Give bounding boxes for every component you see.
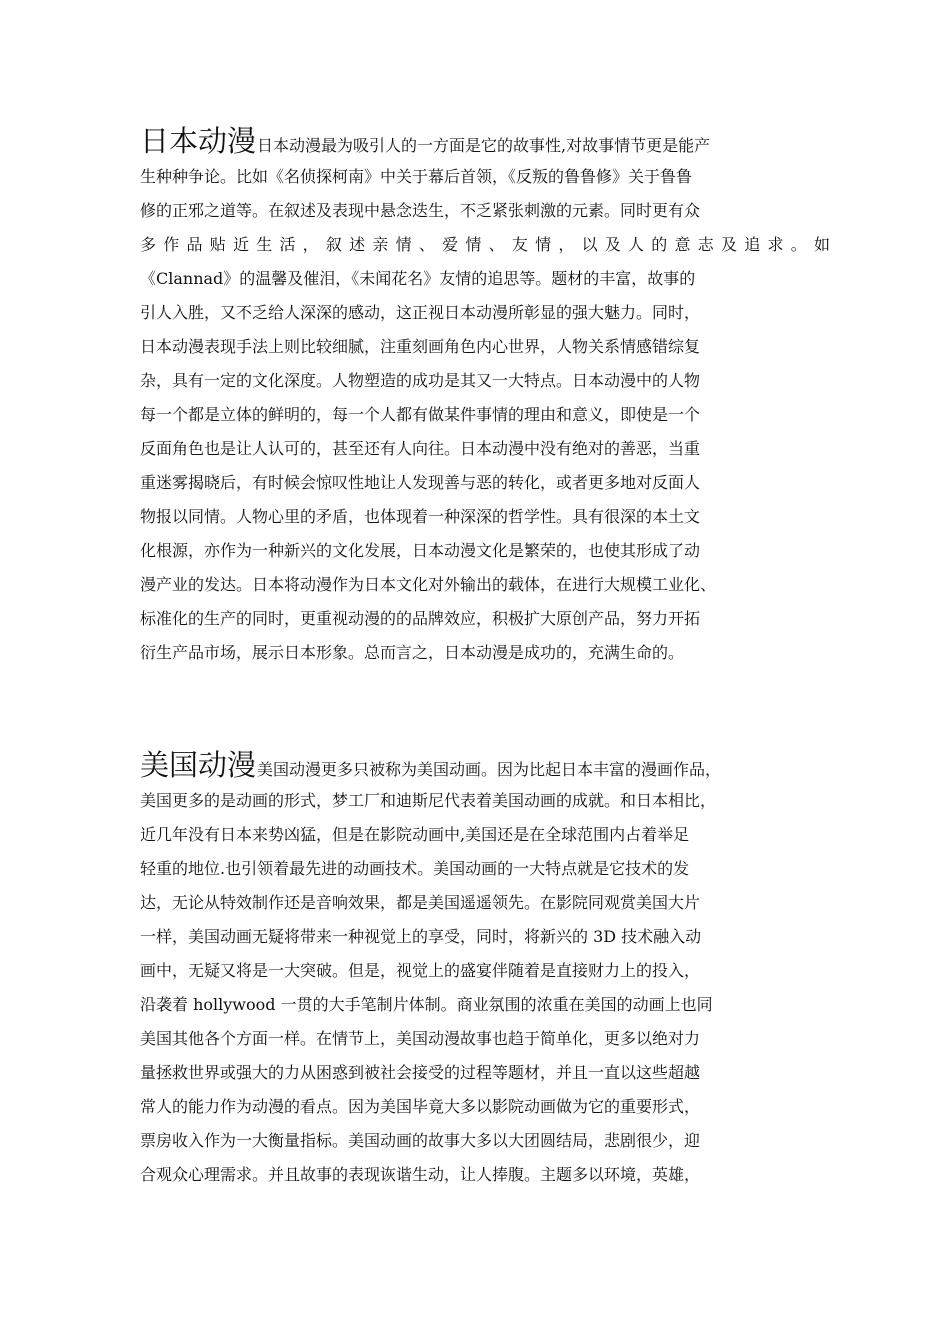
paragraph-line: 轻重的地位.也引领着最先进的动画技术。美国动画的一大特点就是它技术的发 xyxy=(140,859,690,878)
paragraph-line: 多作品贴近生活，叙述亲情、爱情、友情，以及人的意志及追求。如 xyxy=(140,235,830,254)
paragraph-line: 生种种争论。比如《名侦探柯南》中关于幕后首领，《反叛的鲁鲁修》关于鲁鲁 xyxy=(140,167,693,186)
section-japanese-anime xyxy=(140,122,830,670)
paragraph-line: 反面角色也是让人认可的，甚至还有人向往。日本动漫中没有绝对的善恶，当重 xyxy=(140,439,701,458)
section-heading: 日本动漫 xyxy=(140,124,257,158)
paragraph-line: 《Clannad》的温馨及催泪，《未闻花名》友情的追思等。题材的丰富，故事的 xyxy=(140,269,696,288)
paragraph-text: 日本动漫最为吸引人的一方面是它的故事性,对故事情节更是能产 xyxy=(257,136,711,155)
paragraph-line: 美国其他各个方面一样。在情节上，美国动漫故事也趋于简单化，更多以绝对力 xyxy=(140,1029,701,1048)
paragraph-line: 每一个都是立体的鲜明的，每一个人都有做某件事情的理由和意义，即使是一个 xyxy=(140,405,701,424)
paragraph-line: 票房收入作为一大衡量指标。美国动画的故事大多以大团圆结局，悲剧很少，迎 xyxy=(140,1131,701,1150)
paragraph-line xyxy=(140,122,830,160)
paragraph-line: 漫产业的发达。日本将动漫作为日本文化对外输出的载体，在进行大规模工业化、 xyxy=(140,575,717,594)
paragraph-line xyxy=(140,746,820,784)
paragraph-line: 修的正邪之道等。在叙述及表现中悬念迭生，不乏紧张刺激的元素。同时更有众 xyxy=(140,201,701,220)
paragraph-line: 化根源，亦作为一种新兴的文化发展，日本动漫文化是繁荣的，也使其形成了动 xyxy=(140,541,701,560)
paragraph-line: 沿袭着 hollywood 一贯的大手笔制片体制。商业氛围的浓重在美国的动画上也同 xyxy=(140,995,713,1014)
paragraph-line: 画中，无疑又将是一大突破。但是，视觉上的盛宴伴随着是直接财力上的投入， xyxy=(140,961,701,980)
paragraph-line: 标准化的生产的同时，更重视动漫的的品牌效应，积极扩大原创产品，努力开拓 xyxy=(140,609,701,628)
paragraph-line: 近几年没有日本来势凶猛，但是在影院动画中,美国还是在全球范围内占着举足 xyxy=(140,825,690,844)
paragraph-text: 美国动漫更多只被称为美国动画。因为比起日本丰富的漫画作品， xyxy=(257,760,722,779)
paragraph-line: 常人的能力作为动漫的看点。因为美国毕竟大多以影院动画做为它的重要形式， xyxy=(140,1097,701,1116)
paragraph-line: 量拯救世界或强大的力从困惑到被社会接受的过程等题材，并且一直以这些超越 xyxy=(140,1063,701,1082)
paragraph-line: 日本动漫表现手法上则比较细腻，注重刻画角色内心世界，人物关系情感错综复 xyxy=(140,337,701,356)
paragraph-line: 引人入胜，又不乏给人深深的感动，这正视日本动漫所彰显的强大魅力。同时， xyxy=(140,303,701,322)
paragraph-line: 物报以同情。人物心里的矛盾，也体现着一种深深的哲学性。具有很深的本土文 xyxy=(140,507,701,526)
paragraph-line: 重迷雾揭晓后，有时候会惊叹性地让人发现善与恶的转化，或者更多地对反面人 xyxy=(140,473,701,492)
paragraph-line: 杂，具有一定的文化深度。人物塑造的成功是其又一大特点。日本动漫中的人物 xyxy=(140,371,701,390)
paragraph-line: 一样，美国动画无疑将带来一种视觉上的享受，同时，将新兴的 3D 技术融入动 xyxy=(140,927,702,946)
section-american-anime xyxy=(140,746,820,1192)
paragraph-line: 衍生产品市场，展示日本形象。总而言之，日本动漫是成功的，充满生命的。 xyxy=(140,643,685,662)
paragraph-line: 美国更多的是动画的形式，梦工厂和迪斯尼代表着美国动画的成就。和日本相比， xyxy=(140,791,717,810)
paragraph-line: 合观众心理需求。并且故事的表现诙谐生动，让人捧腹。主题多以环境，英雄， xyxy=(140,1165,701,1184)
paragraph-line: 达，无论从特效制作还是音响效果，都是美国遥遥领先。在影院同观赏美国大片 xyxy=(140,893,701,912)
section-heading: 美国动漫 xyxy=(140,748,257,782)
